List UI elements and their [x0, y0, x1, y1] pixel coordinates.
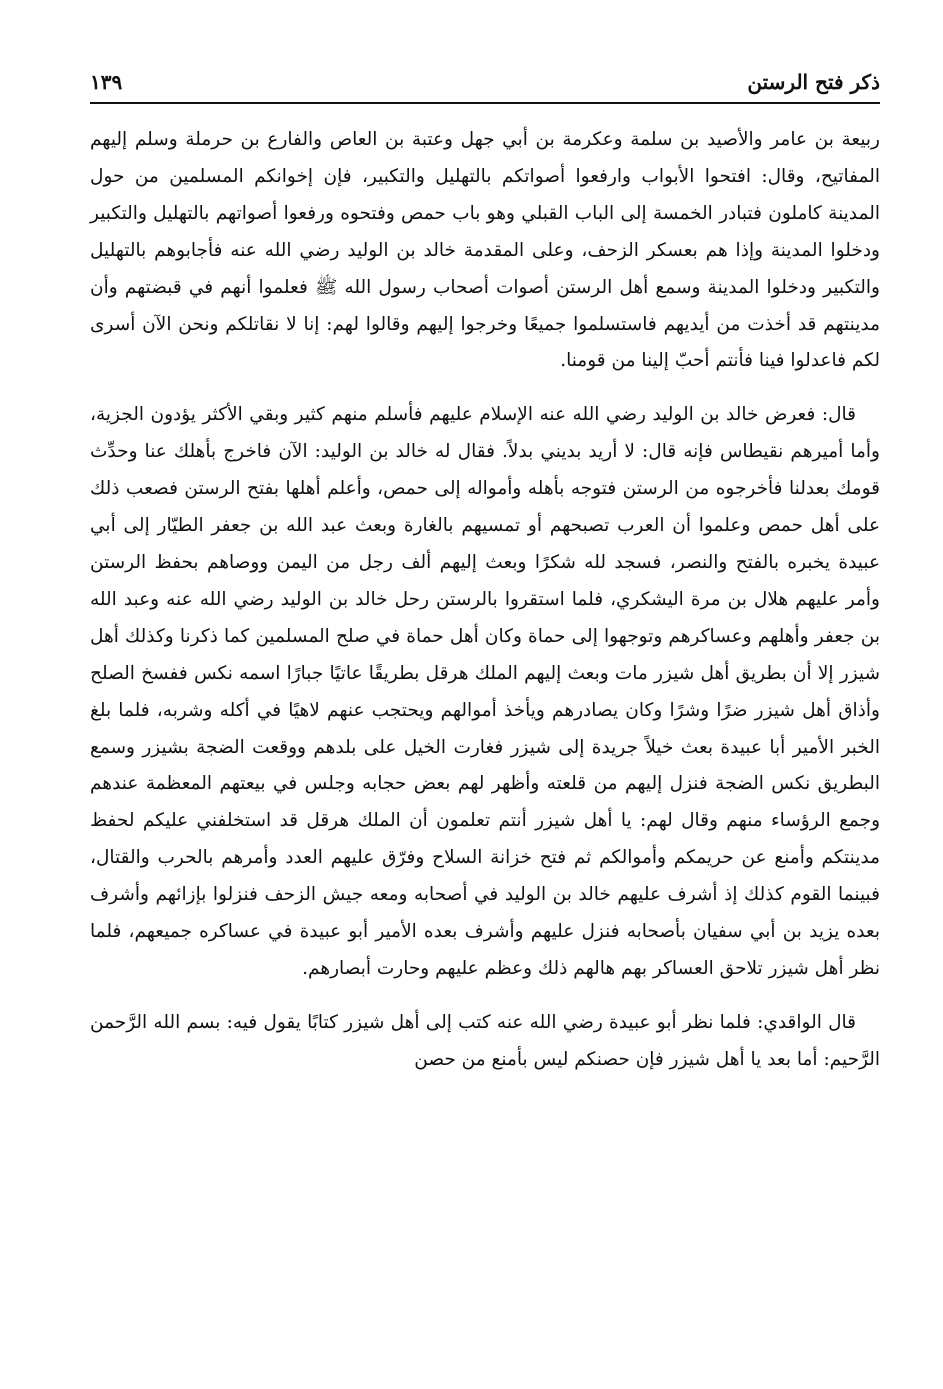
- paragraph: قال: فعرض خالد بن الوليد رضي الله عنه الإسلام عليهم فأسلم منهم كثير وبقي الأكثر يؤدون الجزية، وأما أميرهم نقيطاس فإنه قال: لا أريد بديني بدلاً. فقال له خالد بن الوليد: الآن فاخرج بأهلك عنا وحدِّث قومك بعدلنا فأخرجوه من الرستن فتوجه بأهله وأمواله إلى حمص، وأعلم أهلها بفتح الرستن فصعب ذلك على أهل حمص وعلموا أن العرب تصبحهم أو تمسيهم بالغارة وبعث عبد الله بن جعفر الطيّار إلى أبي عبيدة يخبره بالفتح والنصر، فسجد لله شكرًا وبعث إليهم ألف رجل من اليمن ووصاهم بحفظ الرستن وأمر عليهم هلال بن مرة اليشكري، فلما استقروا بالرستن رحل خالد بن الوليد رضي الله عنه وعبد الله بن جعفر وأهلهم وعساكرهم وتوجهوا إلى حماة وكان أهل حماة في صلح المسلمين كما ذكرنا وكذلك أهل شيزر إلا أن بطريق أهل شيزر مات وبعث إليهم الملك هرقل بطريقًا عاتيًا جبارًا اسمه نكس ففسخ الصلح وأذاق أهل شيزر ضرًا وشرًا وكان يصادرهم ويأخذ أموالهم ويحتجب عنهم لاهيًا في أكله وشربه، فلما بلغ الخبر الأمير أبا عبيدة بعث خيلاً جريدة إلى شيزر فغارت الخيل على بلدهم ووقعت الضجة بشيزر وسمع البطريق نكس الضجة فنزل إليهم من قلعته وأظهر لهم بعض حجابه وجلس في بيعتهم المعظمة عندهم وجمع الرؤساء منهم وقال لهم: يا أهل شيزر أنتم تعلمون أن الملك هرقل قد استخلفني عليكم لحفظ مدينتكم وأمنع عن حريمكم وأموالكم ثم فتح خزانة السلاح وفرّق عليهم العدد وأمرهم بالحرب والقتال، فبينما القوم كذلك إذ أشرف عليهم خالد بن الوليد في أصحابه ومعه جيش الزحف فنزلوا بإزائهم وأشرف بعده يزيد بن أبي سفيان بأصحابه فنزل عليهم وأشرف بعده الأمير أبو عبيدة في عساكره جميعهم، فلما نظر أهل شيزر تلاحق العساكر بهم هالهم ذلك وعظم عليهم وحارت أبصارهم.: [90, 404, 880, 979]
- book-page: [90, 64, 880, 1354]
- running-title: ذكر فتح الرستن: [747, 70, 880, 94]
- paragraph: قال الواقدي: فلما نظر أبو عبيدة رضي الله عنه كتب إلى أهل شيزر كتابًا يقول فيه: بسم الله الرَّحمن الرَّحيم: أما بعد يا أهل شيزر فإن حصنكم ليس بأمنع من حصن: [90, 1011, 880, 1070]
- page-body: [90, 122, 880, 1079]
- paragraph: ربيعة بن عامر والأصيد بن سلمة وعكرمة بن أبي جهل وعتبة بن العاص والفارع بن حرملة وسلم إليهم المفاتيح، وقال: افتحوا الأبواب وارفعوا أصواتكم بالتهليل والتكبير، فإن إخوانكم المسلمين من حول المدينة كاملون فتبادر الخمسة إلى الباب القبلي وهو باب حمص وفتحوه ورفعوا أصواتهم بالتهليل والتكبير ودخلوا المدينة وإذا هم بعسكر الزحف، وعلى المقدمة خالد بن الوليد رضي الله عنه فأجابوهم بالتهليل والتكبير ودخلوا المدينة وسمع أهل الرستن أصوات أصحاب رسول الله ﷺ فعلموا أنهم في قبضتهم وأن مدينتهم قد أخذت من أيديهم فاستسلموا جميعًا وخرجوا إليهم وقالوا لهم: إنا لا نقاتلكم ونحن الآن أسرى لكم فاعدلوا فينا فأنتم أحبّ إلينا من قومنا.: [90, 129, 880, 372]
- page-number: ١٣٩: [90, 70, 123, 94]
- page-header: [90, 64, 880, 104]
